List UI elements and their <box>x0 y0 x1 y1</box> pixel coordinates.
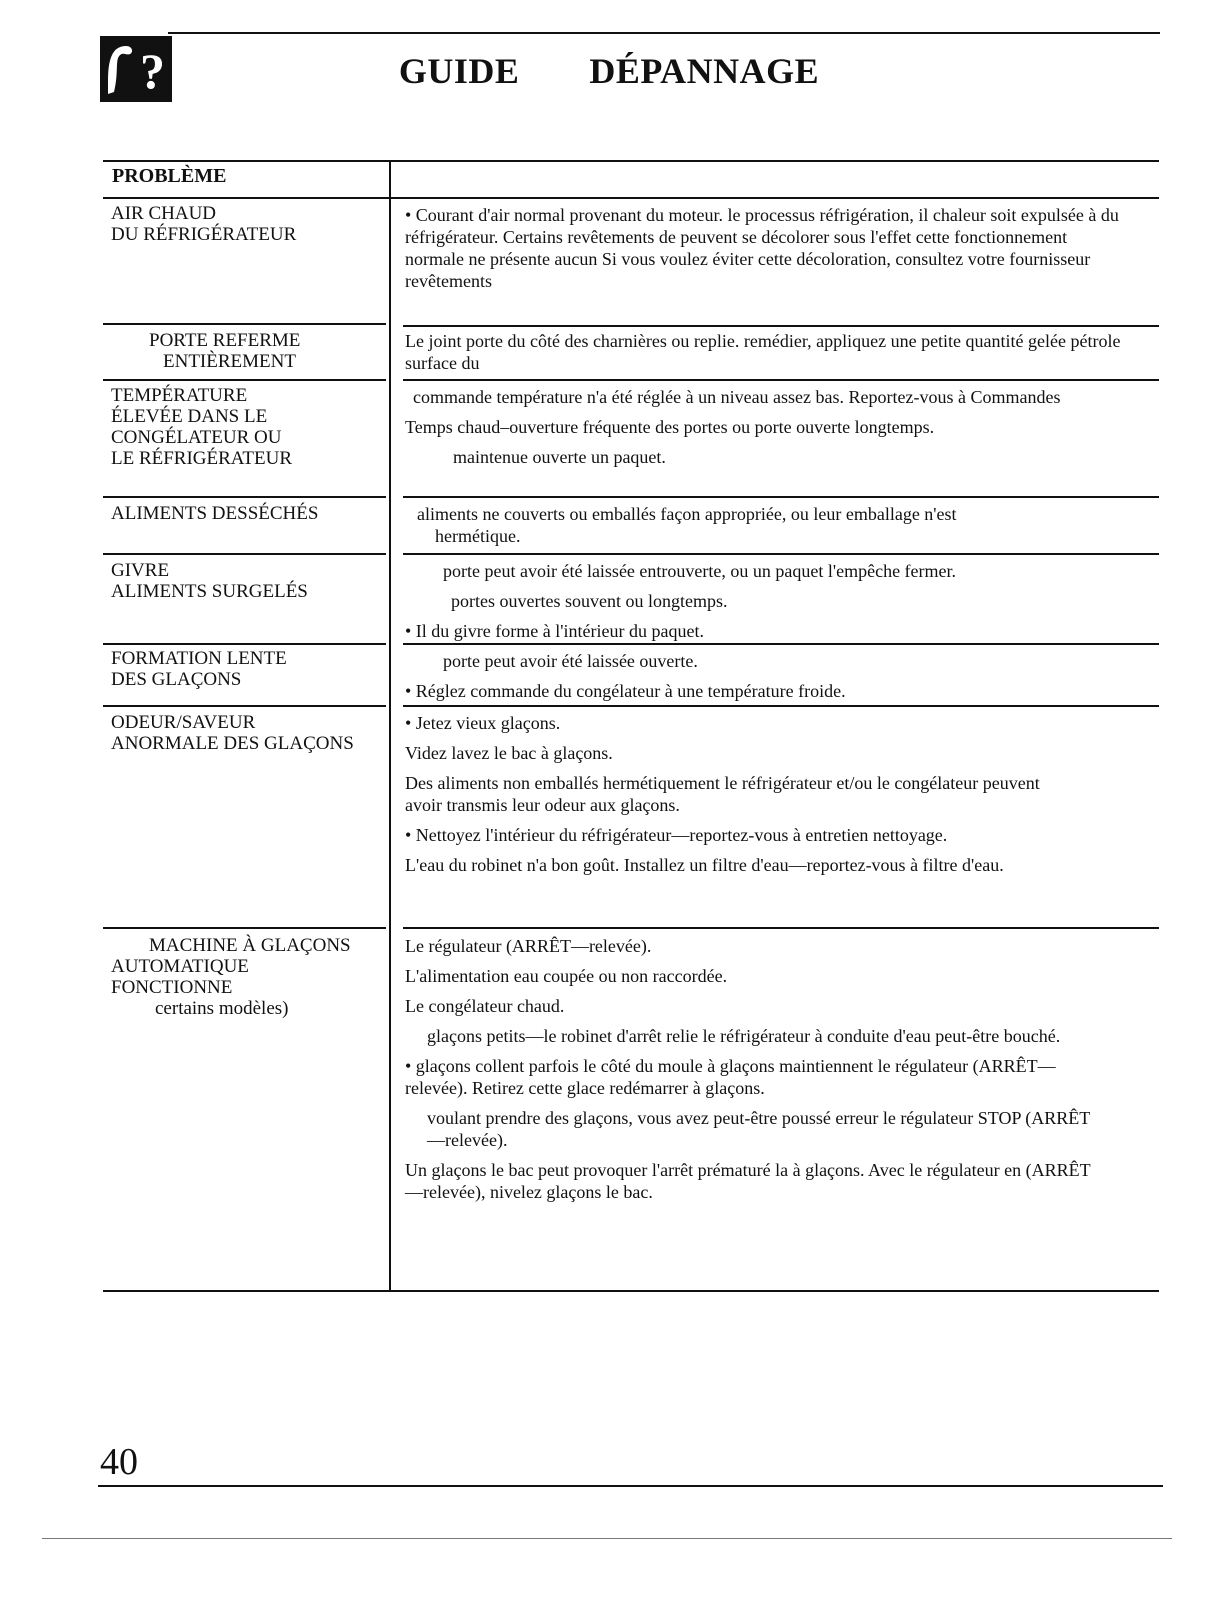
problem-line: ANORMALE DES GLAÇONS <box>111 733 354 754</box>
problem-line: AUTOMATIQUE <box>111 956 249 977</box>
problem-givre <box>111 560 386 602</box>
solution-item: porte peut avoir été laissée entrouverte, ou un paquet l'empêche fermer. <box>443 561 957 581</box>
solution-item: • Réglez commande du congélateur à une température froide. <box>405 681 846 701</box>
solution-givre <box>405 560 1155 650</box>
solution-item: voulant prendre des glaçons, vous avez peut-être poussé erreur le régulateur STOP (ARRÊT—relevée). <box>427 1108 1091 1150</box>
row-rule <box>103 927 386 929</box>
solution-item: glaçons petits—le robinet d'arrêt relie le réfrigérateur à conduite d'eau peut-être bouché. <box>427 1026 1061 1046</box>
logo-glyph: ? <box>140 43 165 99</box>
solution-item: • glaçons collent parfois le côté du moule à glaçons maintiennent le régulateur (ARRÊT—relevée). Retirez cette glace redémarrer à glaçons. <box>405 1056 1056 1098</box>
solution-aliments-desseches <box>405 503 1045 555</box>
row-rule <box>403 643 1159 645</box>
problem-line: ODEUR/SAVEUR <box>111 712 256 733</box>
solution-item: Des aliments non emballés hermétiquement le réfrigérateur et/ou le congélateur peuvent avoir transmis leur odeur aux glaçons. <box>405 773 1040 815</box>
solution-item: Un glaçons le bac peut provoquer l'arrêt prématuré la à glaçons. Avec le régulateur en (ARRÊT—relevée), nivelez glaçons le bac. <box>405 1160 1091 1202</box>
problem-line: AIR CHAUD <box>111 203 217 224</box>
problem-line: DES GLAÇONS <box>111 669 242 690</box>
solution-odeur-saveur <box>405 712 1065 884</box>
row-rule <box>103 643 386 645</box>
footer-scan-rule <box>42 1538 1172 1539</box>
problem-line: ÉLEVÉE DANS LE <box>111 406 268 427</box>
solution-item: porte peut avoir été laissée ouverte. <box>443 651 698 671</box>
problem-line: MACHINE À GLAÇONS <box>149 935 351 956</box>
row-rule <box>103 705 386 707</box>
top-rule <box>168 32 1160 34</box>
solution-formation-lente <box>405 650 1155 710</box>
problem-line: LE RÉFRIGÉRATEUR <box>111 448 293 469</box>
row-rule <box>403 705 1159 707</box>
problem-line: ENTIÈREMENT <box>163 351 296 372</box>
solution-machine-glacons <box>405 935 1105 1211</box>
problem-porte <box>111 330 389 372</box>
solution-air-chaud <box>405 204 1125 300</box>
solution-item: Le régulateur (ARRÊT—relevée). <box>405 936 652 956</box>
solution-item: L'eau du robinet n'a bon goût. Installez un filtre d'eau—reportez-vous à filtre d'eau. <box>405 855 1004 875</box>
row-rule <box>403 325 1159 327</box>
solution-item: maintenue ouverte un paquet. <box>453 447 666 467</box>
row-rule <box>103 323 386 325</box>
solution-item: aliments ne couverts ou emballés façon appropriée, ou leur emballage n'est hermétique. <box>417 504 957 546</box>
page-title <box>0 50 1218 92</box>
title-word-2: DÉPANNAGE <box>589 51 820 91</box>
solution-item: Le joint porte du côté des charnières ou replie. remédier, appliquez une petite quantité gelée pétrole surface du <box>405 331 1121 373</box>
row-rule <box>103 553 386 555</box>
solution-item: • Nettoyez l'intérieur du réfrigérateur—reportez-vous à entretien nettoyage. <box>405 825 948 845</box>
problem-line: ALIMENTS SURGELÉS <box>111 581 308 602</box>
problem-line: PORTE REFERME <box>149 330 301 351</box>
problem-line: FORMATION LENTE <box>111 648 287 669</box>
solution-porte <box>405 330 1125 382</box>
column-header-probleme: PROBLÈME <box>112 165 227 187</box>
solution-item: commande température n'a été réglée à un niveau assez bas. Reportez-vous à Commandes <box>413 387 1061 407</box>
problem-air-chaud <box>111 203 386 245</box>
problem-line: FONCTIONNE <box>111 977 233 998</box>
problem-temperature <box>111 385 386 469</box>
table-bottom-rule <box>103 1290 1159 1292</box>
row-rule <box>403 553 1159 555</box>
solution-item: • Jetez vieux glaçons. <box>405 713 561 733</box>
problem-aliments-desseches <box>111 503 386 524</box>
solution-item: • Il du givre forme à l'intérieur du paquet. <box>405 621 704 641</box>
solution-item: Le congélateur chaud. <box>405 996 565 1016</box>
problem-line: TEMPÉRATURE <box>111 385 248 406</box>
row-rule <box>103 379 386 381</box>
column-divider <box>389 160 391 1292</box>
problem-formation-lente <box>111 648 386 690</box>
row-rule <box>103 496 386 498</box>
problem-line: GIVRE <box>111 560 170 581</box>
page-number: 40 <box>100 1441 138 1483</box>
problem-line: CONGÉLATEUR OU <box>111 427 282 448</box>
solution-item: Videz lavez le bac à glaçons. <box>405 743 613 763</box>
row-rule <box>403 379 1159 381</box>
footer-rule <box>98 1485 1163 1487</box>
problem-machine-glacons <box>111 935 386 1019</box>
table-top-rule <box>103 160 1159 162</box>
row-rule <box>403 496 1159 498</box>
problem-line: DU RÉFRIGÉRATEUR <box>111 224 297 245</box>
solution-temperature <box>405 386 1155 476</box>
row-rule <box>403 927 1159 929</box>
problem-line: ALIMENTS DESSÉCHÉS <box>111 503 319 524</box>
title-word-1: GUIDE <box>398 51 520 91</box>
problem-line: certains modèles) <box>155 998 289 1019</box>
solution-item: portes ouvertes souvent ou longtemps. <box>451 591 728 611</box>
solution-item: L'alimentation eau coupée ou non raccordée. <box>405 966 728 986</box>
problem-odeur-saveur <box>111 712 386 754</box>
solution-item: • Courant d'air normal provenant du moteur. le processus réfrigération, il chaleur soit expulsée à du réfrigérateur. Certains revêtements de peuvent se décolorer sous l'effet cette fonctionnement normale ne présente aucun Si vous voulez éviter cette décoloration, consultez votre fournisseur revêtements <box>405 205 1119 291</box>
solution-item: Temps chaud–ouverture fréquente des portes ou porte ouverte longtemps. <box>405 417 935 437</box>
table-header-rule <box>103 197 1159 199</box>
